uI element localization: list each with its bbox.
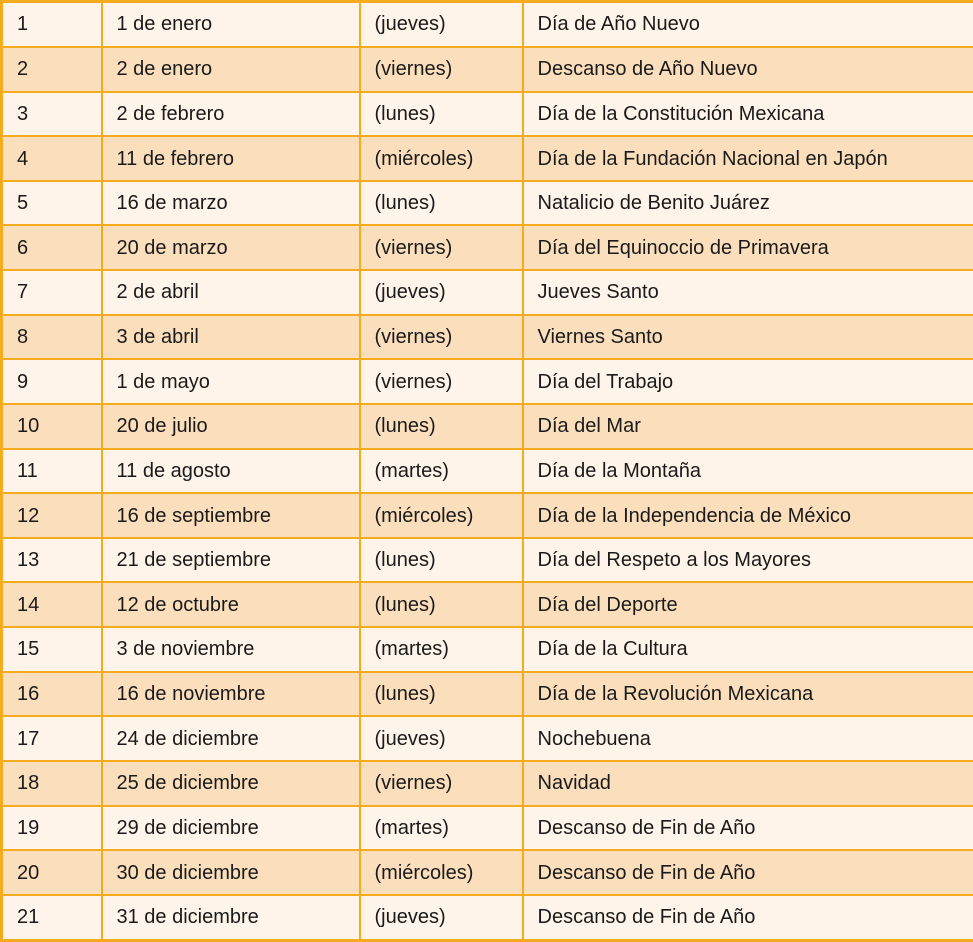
cell-holiday-name: Día de la Constitución Mexicana bbox=[523, 92, 973, 137]
cell-weekday: (martes) bbox=[360, 449, 523, 494]
cell-holiday-name: Día de la Cultura bbox=[523, 627, 973, 672]
cell-number: 7 bbox=[2, 270, 102, 315]
table-row bbox=[2, 359, 973, 404]
cell-number: 8 bbox=[2, 315, 102, 360]
cell-number: 4 bbox=[2, 136, 102, 181]
cell-number: 13 bbox=[2, 538, 102, 583]
table-row bbox=[2, 136, 973, 181]
cell-date: 31 de diciembre bbox=[102, 895, 360, 941]
cell-holiday-name: Navidad bbox=[523, 761, 973, 806]
table-row bbox=[2, 672, 973, 717]
cell-weekday: (martes) bbox=[360, 627, 523, 672]
cell-number: 5 bbox=[2, 181, 102, 226]
cell-holiday-name: Día de la Fundación Nacional en Japón bbox=[523, 136, 973, 181]
cell-holiday-name: Día de Año Nuevo bbox=[523, 2, 973, 47]
cell-date: 11 de febrero bbox=[102, 136, 360, 181]
cell-holiday-name: Día del Deporte bbox=[523, 582, 973, 627]
cell-holiday-name: Descanso de Fin de Año bbox=[523, 895, 973, 941]
table-row bbox=[2, 404, 973, 449]
cell-holiday-name: Descanso de Fin de Año bbox=[523, 806, 973, 851]
cell-weekday: (lunes) bbox=[360, 538, 523, 583]
cell-holiday-name: Día de la Montaña bbox=[523, 449, 973, 494]
cell-date: 30 de diciembre bbox=[102, 850, 360, 895]
cell-date: 1 de mayo bbox=[102, 359, 360, 404]
cell-number: 19 bbox=[2, 806, 102, 851]
cell-date: 25 de diciembre bbox=[102, 761, 360, 806]
cell-date: 16 de septiembre bbox=[102, 493, 360, 538]
cell-date: 11 de agosto bbox=[102, 449, 360, 494]
cell-weekday: (miércoles) bbox=[360, 850, 523, 895]
cell-date: 24 de diciembre bbox=[102, 716, 360, 761]
cell-number: 17 bbox=[2, 716, 102, 761]
table-row bbox=[2, 806, 973, 851]
cell-date: 2 de enero bbox=[102, 47, 360, 92]
cell-number: 21 bbox=[2, 895, 102, 941]
cell-holiday-name: Día del Equinoccio de Primavera bbox=[523, 225, 973, 270]
cell-weekday: (jueves) bbox=[360, 895, 523, 941]
cell-number: 1 bbox=[2, 2, 102, 47]
table-row bbox=[2, 270, 973, 315]
cell-date: 2 de febrero bbox=[102, 92, 360, 137]
cell-holiday-name: Descanso de Fin de Año bbox=[523, 850, 973, 895]
cell-weekday: (lunes) bbox=[360, 181, 523, 226]
cell-number: 11 bbox=[2, 449, 102, 494]
cell-holiday-name: Día del Respeto a los Mayores bbox=[523, 538, 973, 583]
cell-weekday: (lunes) bbox=[360, 92, 523, 137]
cell-number: 18 bbox=[2, 761, 102, 806]
table-row bbox=[2, 47, 973, 92]
holidays-table-body bbox=[2, 2, 973, 941]
cell-number: 15 bbox=[2, 627, 102, 672]
cell-weekday: (viernes) bbox=[360, 359, 523, 404]
cell-weekday: (martes) bbox=[360, 806, 523, 851]
cell-number: 2 bbox=[2, 47, 102, 92]
table-row bbox=[2, 2, 973, 47]
cell-holiday-name: Nochebuena bbox=[523, 716, 973, 761]
cell-weekday: (lunes) bbox=[360, 404, 523, 449]
cell-weekday: (jueves) bbox=[360, 2, 523, 47]
cell-date: 16 de marzo bbox=[102, 181, 360, 226]
cell-weekday: (lunes) bbox=[360, 672, 523, 717]
cell-holiday-name: Natalicio de Benito Juárez bbox=[523, 181, 973, 226]
cell-number: 16 bbox=[2, 672, 102, 717]
cell-number: 12 bbox=[2, 493, 102, 538]
cell-date: 16 de noviembre bbox=[102, 672, 360, 717]
cell-date: 3 de abril bbox=[102, 315, 360, 360]
table-row bbox=[2, 850, 973, 895]
cell-weekday: (jueves) bbox=[360, 270, 523, 315]
cell-holiday-name: Día del Mar bbox=[523, 404, 973, 449]
cell-number: 10 bbox=[2, 404, 102, 449]
table-row bbox=[2, 225, 973, 270]
table-row bbox=[2, 449, 973, 494]
cell-holiday-name: Día de la Revolución Mexicana bbox=[523, 672, 973, 717]
cell-number: 6 bbox=[2, 225, 102, 270]
cell-date: 20 de julio bbox=[102, 404, 360, 449]
cell-number: 9 bbox=[2, 359, 102, 404]
cell-date: 21 de septiembre bbox=[102, 538, 360, 583]
table-row bbox=[2, 92, 973, 137]
cell-date: 29 de diciembre bbox=[102, 806, 360, 851]
cell-number: 20 bbox=[2, 850, 102, 895]
table-row bbox=[2, 895, 973, 941]
cell-holiday-name: Día del Trabajo bbox=[523, 359, 973, 404]
cell-number: 3 bbox=[2, 92, 102, 137]
cell-date: 20 de marzo bbox=[102, 225, 360, 270]
cell-date: 1 de enero bbox=[102, 2, 360, 47]
table-row bbox=[2, 315, 973, 360]
cell-weekday: (viernes) bbox=[360, 47, 523, 92]
cell-number: 14 bbox=[2, 582, 102, 627]
table-row bbox=[2, 493, 973, 538]
cell-weekday: (miércoles) bbox=[360, 136, 523, 181]
cell-weekday: (jueves) bbox=[360, 716, 523, 761]
cell-holiday-name: Descanso de Año Nuevo bbox=[523, 47, 973, 92]
cell-holiday-name: Día de la Independencia de México bbox=[523, 493, 973, 538]
table-row bbox=[2, 582, 973, 627]
table-row bbox=[2, 627, 973, 672]
table-row bbox=[2, 538, 973, 583]
cell-holiday-name: Jueves Santo bbox=[523, 270, 973, 315]
cell-date: 12 de octubre bbox=[102, 582, 360, 627]
cell-weekday: (lunes) bbox=[360, 582, 523, 627]
cell-date: 2 de abril bbox=[102, 270, 360, 315]
cell-date: 3 de noviembre bbox=[102, 627, 360, 672]
table-row bbox=[2, 761, 973, 806]
table-row bbox=[2, 181, 973, 226]
cell-weekday: (miércoles) bbox=[360, 493, 523, 538]
cell-weekday: (viernes) bbox=[360, 761, 523, 806]
cell-weekday: (viernes) bbox=[360, 315, 523, 360]
cell-weekday: (viernes) bbox=[360, 225, 523, 270]
table-row bbox=[2, 716, 973, 761]
cell-holiday-name: Viernes Santo bbox=[523, 315, 973, 360]
